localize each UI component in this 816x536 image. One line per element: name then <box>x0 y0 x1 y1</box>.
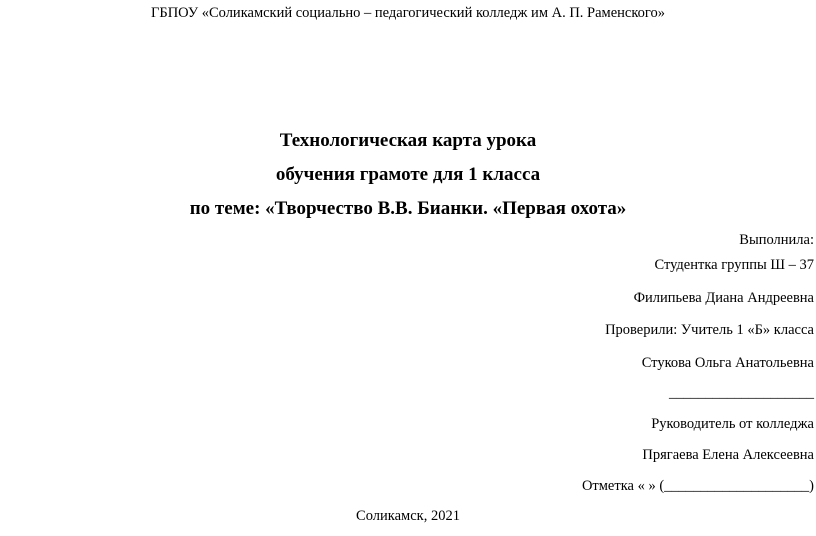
title-line-3: по теме: «Творчество В.В. Бианки. «Первая охота» <box>189 198 627 219</box>
signature-line: ____________________ <box>669 385 814 401</box>
grade-line: Отметка « » (____________________) <box>581 478 814 494</box>
supervisor-name: Прягаева Елена Алексеевна <box>642 447 814 463</box>
student-name: Филипьева Диана Андреевна <box>633 290 814 306</box>
teacher-name: Стукова Ольга Анатольевна <box>641 355 814 371</box>
student-group: Студентка группы Ш – 37 <box>654 257 814 273</box>
college-supervisor-label: Руководитель от колледжа <box>651 416 814 432</box>
performed-by-label: Выполнила: <box>739 232 814 248</box>
title-line-2: обучения грамоте для 1 класса <box>275 164 541 185</box>
checked-by: Проверили: Учитель 1 «Б» класса <box>605 322 814 338</box>
title-line-1: Технологическая карта урока <box>279 130 537 151</box>
city-year-footer: Соликамск, 2021 <box>356 508 460 524</box>
institution-header: ГБПОУ «Соликамский социально – педагогический колледж им А. П. Раменского» <box>150 5 666 21</box>
